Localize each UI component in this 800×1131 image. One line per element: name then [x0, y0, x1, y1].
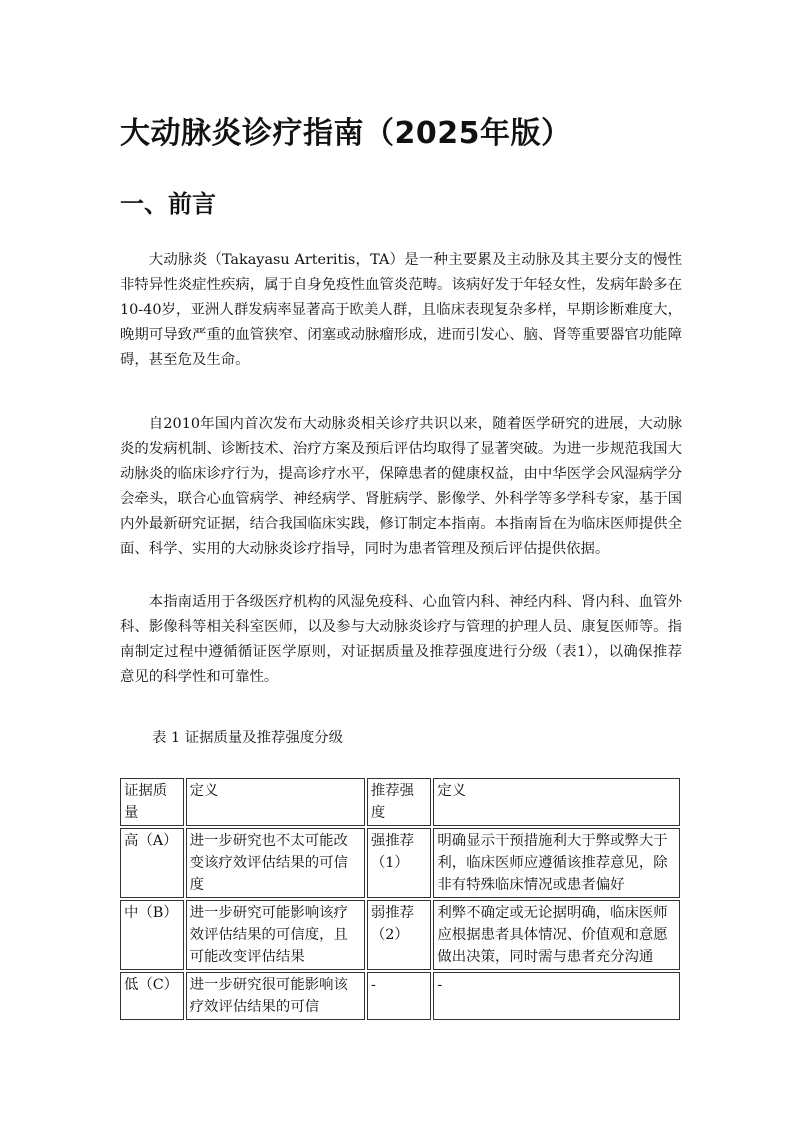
table-header-cell: 证据质量 — [120, 778, 184, 826]
table-cell: 弱推荐（2） — [367, 900, 432, 970]
table-cell: 进一步研究也不太可能改变该疗效评估结果的可信度 — [186, 828, 365, 898]
table-cell: 高（A） — [120, 828, 184, 898]
document-title: 大动脉炎诊疗指南（2025年版） — [120, 116, 572, 151]
table-cell: - — [367, 972, 432, 1020]
table-cell: 低（C） — [120, 972, 184, 1020]
evidence-grade-table — [118, 776, 682, 1022]
table-cell: 强推荐（1） — [367, 828, 432, 898]
section-heading: 一、前言 — [120, 190, 216, 218]
table-cell: 利弊不确定或无论据明确，临床医师应根据患者具体情况、价值观和意愿做出决策，同时需与患者充分沟通 — [433, 900, 680, 970]
table-cell: 中（B） — [120, 900, 184, 970]
table-header-cell: 定义 — [433, 778, 680, 826]
table-header-cell: 定义 — [186, 778, 365, 826]
table-header-row — [120, 778, 680, 826]
table-header-cell: 推荐强度 — [367, 778, 432, 826]
table-cell: 进一步研究很可能影响该疗效评估结果的可信 — [186, 972, 365, 1020]
intro-paragraph: 大动脉炎（Takayasu Arteritis，TA）是一种主要累及主动脉及其主要分支的慢性非特异性炎症性疾病，属于自身免疫性血管炎范畴。该病好发于年轻女性，发病年龄多在10-40岁，亚洲人群发病率显著高于欧美人群，且临床表现复杂多样，早期诊断难度大，晚期可导致严重的血管狭窄、闭塞或动脉瘤形成，进而引发心、脑、肾等重要器官功能障碍，甚至危及生命。 — [120, 252, 682, 368]
scope-paragraph: 本指南适用于各级医疗机构的风湿免疫科、心血管内科、神经内科、肾内科、血管外科、影像科等相关科室医师，以及参与大动脉炎诊疗与管理的护理人员、康复医师等。指南制定过程中遵循循证医学原则，对证据质量及推荐强度进行分级（表1），以确保推荐意见的科学性和可靠性。 — [120, 594, 682, 685]
table-row — [120, 828, 680, 898]
table-caption: 表 1 证据质量及推荐强度分级 — [152, 730, 343, 746]
table-row — [120, 900, 680, 970]
table-cell: 明确显示干预措施利大于弊或弊大于利，临床医师应遵循该推荐意见，除非有特殊临床情况或患者偏好 — [433, 828, 680, 898]
table-row — [120, 972, 680, 1020]
table-cell: 进一步研究可能影响该疗效评估结果的可信度，且可能改变评估结果 — [186, 900, 365, 970]
table-cell: - — [433, 972, 680, 1020]
background-paragraph: 自2010年国内首次发布大动脉炎相关诊疗共识以来，随着医学研究的进展，大动脉炎的发病机制、诊断技术、治疗方案及预后评估均取得了显著突破。为进一步规范我国大动脉炎的临床诊疗行为，提高诊疗水平，保障患者的健康权益，由中华医学会风湿病学分会牵头，联合心血管病学、神经病学、肾脏病学、影像学、外科学等多学科专家，基于国内外最新研究证据，结合我国临床实践，修订制定本指南。本指南旨在为临床医师提供全面、科学、实用的大动脉炎诊疗指导，同时为患者管理及预后评估提供依据。 — [120, 416, 682, 557]
